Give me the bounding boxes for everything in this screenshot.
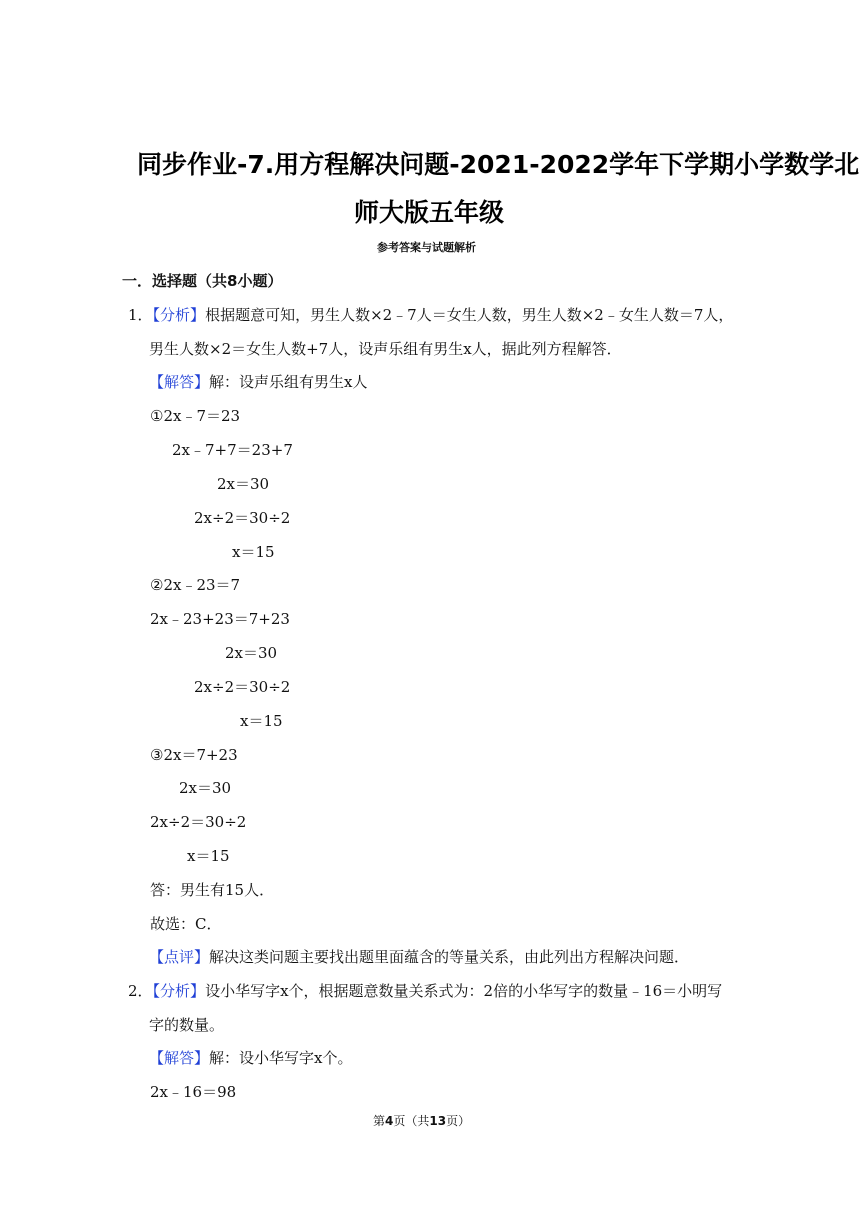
q1-analysis-text1: 根据题意可知，男生人数×2﹣7人＝女生人数，男生人数×2﹣女生人数＝7人， — [205, 306, 734, 324]
q2-analysis-tag: 【分析】 — [152, 982, 206, 1000]
q2-answer-intro: 解：设小华写字x个。 — [209, 1049, 353, 1067]
equation-step: x＝15 — [187, 847, 230, 865]
footer-suffix: 页） — [446, 1114, 471, 1128]
q1-analysis-tag: 【分析】 — [152, 306, 206, 324]
q1-choice: 故选：C． — [150, 915, 222, 933]
equation-step: 2x÷2＝30÷2 — [150, 813, 247, 831]
footer-middle: 页（共 — [393, 1114, 430, 1128]
q1-number: 1． — [128, 306, 153, 324]
document-title-line1: 同步作业-7.用方程解决问题-2021-2022学年下学期小学数学北 — [137, 150, 860, 179]
equation-step: 2x﹣23+23＝7+23 — [150, 610, 290, 628]
q1-answer-intro: 解：设声乐组有男生x人 — [209, 373, 368, 391]
section-heading: 一．选择题（共8小题） — [122, 272, 283, 290]
document-subtitle: 参考答案与试题解析 — [377, 241, 476, 254]
equation-step: x＝15 — [232, 543, 275, 561]
page-footer — [373, 1112, 470, 1129]
q1-comment-line — [149, 946, 689, 967]
q1-analysis-line1 — [128, 304, 733, 325]
document-title-line2: 师大版五年级 — [354, 198, 505, 227]
footer-page-number: 4 — [385, 1114, 394, 1128]
equation-step: ①2x﹣7＝23 — [150, 407, 241, 425]
equation-step: 2x＝30 — [179, 779, 232, 797]
q1-analysis-line2: 男生人数×2＝女生人数+7人，设声乐组有男生x人，据此列方程解答． — [149, 340, 622, 358]
q2-analysis-text1: 设小华写字x个，根据题意数量关系式为：2倍的小华写字的数量﹣16＝小明写 — [205, 982, 723, 1000]
equation-step: ②2x﹣23＝7 — [150, 576, 241, 594]
equation-step: ③2x＝7+23 — [150, 746, 238, 764]
q2-answer-tag: 【解答】 — [149, 1049, 210, 1067]
footer-prefix: 第 — [373, 1114, 386, 1128]
q2-analysis-line2: 字的数量。 — [149, 1016, 225, 1034]
q2-number: 2． — [128, 982, 153, 1000]
equation-step: 2x﹣7+7＝23+7 — [172, 441, 293, 459]
equation-step: 2x÷2＝30÷2 — [194, 678, 291, 696]
q1-comment-text: 解决这类问题主要找出题里面蕴含的等量关系，由此列出方程解决问题． — [209, 948, 690, 966]
q2-answer-line — [149, 1047, 352, 1068]
equation-step: 2x＝30 — [217, 475, 270, 493]
equation-step: 2x÷2＝30÷2 — [194, 509, 291, 527]
q1-comment-tag: 【点评】 — [149, 948, 210, 966]
q1-conclusion: 答：男生有15人． — [150, 881, 275, 899]
q2-equation-step: 2x﹣16＝98 — [150, 1083, 237, 1101]
equation-step: x＝15 — [240, 712, 283, 730]
equation-step: 2x＝30 — [225, 644, 278, 662]
footer-total-pages: 13 — [429, 1114, 447, 1128]
q2-analysis-line1 — [128, 980, 722, 1001]
q1-answer-tag: 【解答】 — [149, 373, 210, 391]
q1-answer-line — [149, 371, 367, 392]
